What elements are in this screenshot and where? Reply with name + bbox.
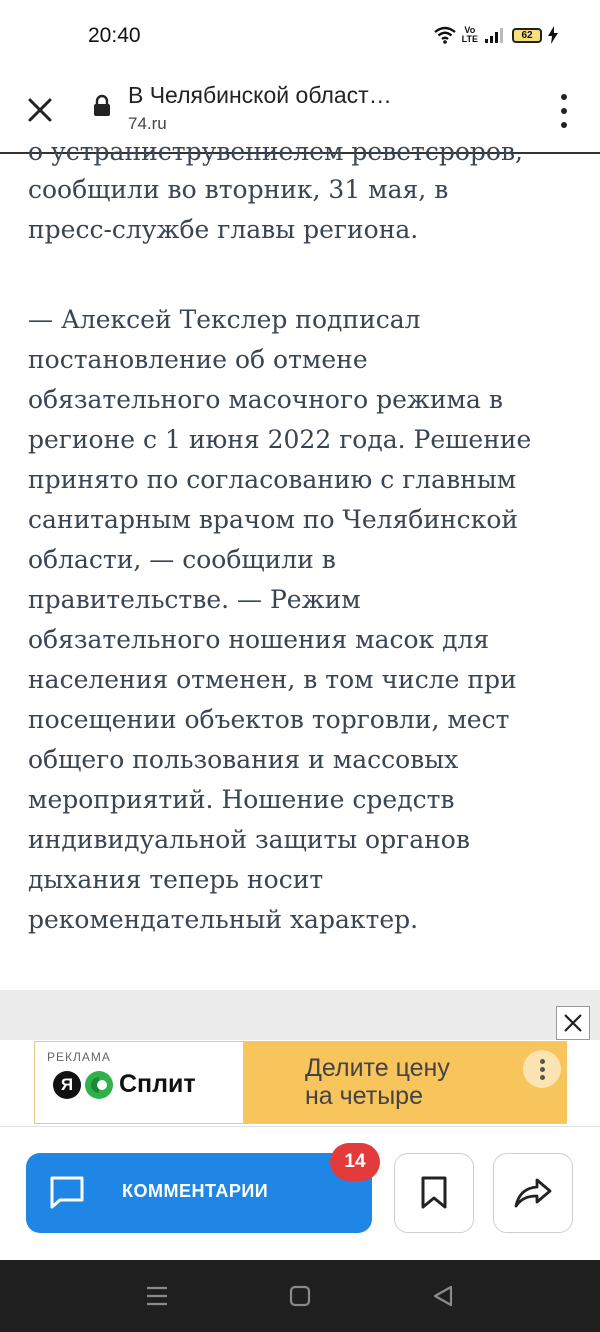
- close-tab-button[interactable]: [22, 92, 58, 128]
- yandex-logo-icon: Я: [53, 1071, 81, 1099]
- close-icon: [27, 97, 53, 123]
- dot-icon: [540, 1067, 545, 1072]
- recent-apps-button[interactable]: [143, 1282, 171, 1310]
- dot-icon: [540, 1059, 545, 1064]
- square-icon: [289, 1285, 311, 1307]
- ad-label: РЕКЛАМА: [47, 1050, 111, 1064]
- page-title[interactable]: В Челябинской област…: [128, 82, 392, 108]
- comment-icon: [48, 1175, 86, 1211]
- status-time: 20:40: [88, 24, 141, 47]
- comments-button[interactable]: [26, 1153, 372, 1233]
- dot-icon: [540, 1075, 545, 1080]
- more-options-button[interactable]: [554, 90, 574, 132]
- lock-icon: [92, 94, 112, 118]
- bottom-action-bar: [0, 1126, 600, 1260]
- ad-banner[interactable]: [34, 1041, 567, 1124]
- split-logo-icon: [85, 1071, 113, 1099]
- bookmark-icon: [420, 1176, 448, 1210]
- signal-icon: [484, 27, 506, 43]
- article-body: [0, 137, 600, 990]
- status-icons: [434, 26, 558, 44]
- ad-slogan-panel: [243, 1042, 567, 1123]
- page-domain[interactable]: 74.ru: [128, 114, 167, 133]
- article-partial-line: о устраниструвениелем реветсроров,: [28, 137, 524, 166]
- dot-icon: [561, 94, 567, 100]
- bookmark-button[interactable]: [394, 1153, 474, 1233]
- home-button[interactable]: [286, 1282, 314, 1310]
- ad-slogan: Делите цену на четыре: [305, 1054, 450, 1110]
- article-paragraph-2: — Алексей Текслер подписал постановление об отмене обязательного масочного режима в регионе с 1 июня 2022 года. Решение принято по согласованию с главным санитарным врачом по Челябинской области, — сообщили в правительстве. — Режим обязательного ношения масок для населения отменен, в том числе при посещении объектов торговли, мест общего пользования и массовых мероприятий. Ношение средств индивидуальной защиты органов дыхания теперь носит рекомендательный характер.: [28, 305, 532, 934]
- comments-count-badge: 14: [330, 1143, 380, 1181]
- ad-logo: [53, 1070, 196, 1099]
- ad-separator: [0, 990, 600, 1042]
- close-icon: [563, 1013, 583, 1033]
- ad-more-button[interactable]: [523, 1050, 561, 1088]
- ad-brand: Сплит: [119, 1070, 196, 1098]
- back-button[interactable]: [429, 1282, 457, 1310]
- share-button[interactable]: [493, 1153, 573, 1233]
- dot-icon: [561, 108, 567, 114]
- charging-icon: [548, 26, 558, 44]
- back-triangle-icon: [432, 1284, 454, 1308]
- volte-icon: Vo LTE: [461, 25, 478, 44]
- menu-lines-icon: [145, 1285, 169, 1307]
- battery-icon: [512, 28, 542, 43]
- battery-level: 62: [521, 29, 533, 41]
- share-arrow-icon: [513, 1177, 553, 1209]
- wifi-icon: [434, 26, 456, 44]
- ad-close-button[interactable]: [556, 1006, 590, 1040]
- dot-icon: [561, 122, 567, 128]
- comments-label: КОММЕНТАРИИ: [122, 1181, 269, 1201]
- system-navigation-bar: [0, 1260, 600, 1332]
- article-paragraph-1: сообщили во вторник, 31 мая, в пресс-службе главы региона.: [28, 175, 449, 244]
- status-bar: [0, 0, 600, 72]
